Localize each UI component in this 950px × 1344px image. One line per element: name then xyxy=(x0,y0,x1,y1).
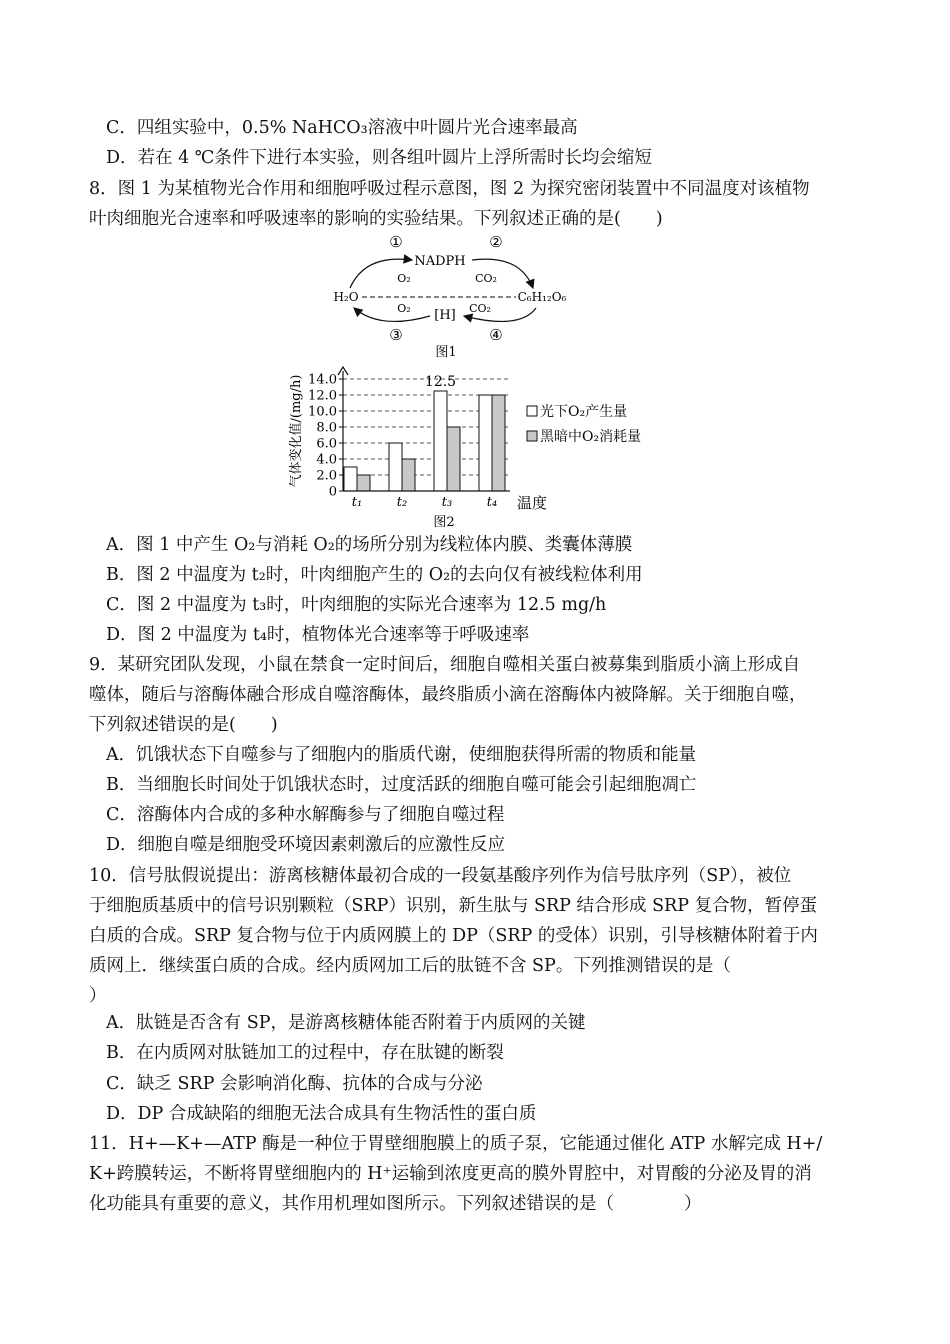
bar-value-label-t3: 12.5 xyxy=(424,374,457,390)
q9-option-b: B．当细胞长时间处于饥饿状态时，过度活跃的细胞自噬可能会引起细胞凋亡 xyxy=(106,775,697,795)
bar-light-o2-3 xyxy=(434,391,447,491)
x-tick-label: t₁ xyxy=(351,495,363,510)
y-tick-label: 4.0 xyxy=(316,452,337,468)
y-tick-label: 6.0 xyxy=(316,436,337,452)
o2-top-label: O₂ xyxy=(397,272,411,285)
h2o-label: H₂O xyxy=(333,290,359,304)
co2-top-label: CO₂ xyxy=(475,272,497,285)
bar-light-o2-4 xyxy=(479,395,492,491)
q10-option-a: A．肽链是否含有 SP，是游离核糖体能否附着于内质网的关键 xyxy=(106,1013,586,1033)
nadph-label: NADPH xyxy=(414,254,466,269)
q11-stem-line3: 化功能具有重要的意义，其作用机理如图所示。下列叙述错误的是（ ） xyxy=(89,1194,702,1214)
figure-1-caption: 图1 xyxy=(435,345,457,360)
bar-light-o2-2 xyxy=(389,443,402,491)
q10-stem-line1: 10．信号肽假说提出：游离核糖体最初合成的一段氨基酸序列作为信号肽序列（SP），被位 xyxy=(89,866,792,886)
bar-dark-o2-3 xyxy=(447,427,460,491)
legend-swatch xyxy=(527,431,537,441)
q8-stem-line2: 叶肉细胞光合速率和呼吸速率的影响的实验结果。下列叙述正确的是( ) xyxy=(89,209,663,229)
q10-option-c: C．缺乏 SRP 会影响消化酶、抗体的合成与分泌 xyxy=(106,1074,483,1094)
x-tick-label: t₂ xyxy=(396,495,408,510)
q9-option-d: D．细胞自噬是细胞受环境因素刺激后的应激性反应 xyxy=(106,835,506,855)
q11-stem-line2: K+跨膜转运，不断将胃壁细胞内的 H⁺运输到浓度更高的膜外胃腔中，对胃酸的分泌及胃的消 xyxy=(89,1164,812,1184)
bar-dark-o2-2 xyxy=(402,459,415,491)
q9-stem-line2: 噬体，随后与溶酶体融合形成自噬溶酶体，最终脂质小滴在溶酶体内被降解。关于细胞自噬， xyxy=(89,685,807,705)
y-tick-label: 0 xyxy=(328,484,337,500)
figure-2-caption: 图2 xyxy=(433,515,455,530)
bar-dark-o2-1 xyxy=(357,475,370,491)
q10-stem-line2: 于细胞质基质中的信号识别颗粒（SRP）识别，新生肽与 SRP 结合形成 SRP 复合物，暂停蛋 xyxy=(89,896,818,916)
q7-option-d: D．若在 4 ℃条件下进行本实验，则各组叶圆片上浮所需时长均会缩短 xyxy=(106,148,652,168)
h-label: [H] xyxy=(434,308,456,323)
o2-bottom-label: O₂ xyxy=(397,302,411,315)
q8-stem-line1: 8．图 1 为某植物光合作用和细胞呼吸过程示意图，图 2 为探究密闭装置中不同温度对该植物 xyxy=(89,179,810,199)
q9-stem-line3: 下列叙述错误的是( ) xyxy=(89,715,278,735)
figure-1-diagram xyxy=(320,232,590,362)
bar-dark-o2-4 xyxy=(492,395,505,491)
figure-2-bar-chart xyxy=(282,363,682,533)
x-tick-label: t₄ xyxy=(486,495,498,510)
q9-option-c: C．溶酶体内合成的多种水解酶参与了细胞自噬过程 xyxy=(106,805,505,825)
q10-stem-line4: 质网上．继续蛋白质的合成。经内质网加工后的肽链不含 SP。下列推测错误的是（ xyxy=(89,956,731,976)
bar-light-o2-1 xyxy=(344,467,357,491)
step-2-label: ② xyxy=(489,233,503,251)
legend-label: 光下O₂产生量 xyxy=(540,404,628,420)
q8-option-b: B．图 2 中温度为 t₂时，叶肉细胞产生的 O₂的去向仅有被线粒体利用 xyxy=(106,565,643,585)
arrow-3-path xyxy=(354,308,430,321)
q9-stem-line1: 9．某研究团队发现，小鼠在禁食一定时间后，细胞自噬相关蛋白被募集到脂质小滴上形成自 xyxy=(89,655,801,675)
x-tick-label: t₃ xyxy=(441,495,453,510)
step-3-label: ③ xyxy=(389,326,403,344)
y-tick-label: 10.0 xyxy=(308,404,337,420)
q8-option-a: A．图 1 中产生 O₂与消耗 O₂的场所分别为线粒体内膜、类囊体薄膜 xyxy=(106,535,633,555)
co2-bottom-label: CO₂ xyxy=(469,302,491,315)
y-axis-label: 气体变化值/(mg/h) xyxy=(289,374,304,488)
q10-stem-line3: 白质的合成。SRP 复合物与位于内质网膜上的 DP（SRP 的受体）识别，引导核糖体附着于内 xyxy=(89,926,818,946)
q7-option-c: C．四组实验中，0.5% NaHCO₃溶液中叶圆片光合速率最高 xyxy=(106,118,578,138)
y-tick-label: 14.0 xyxy=(308,372,337,388)
legend-label: 黑暗中O₂消耗量 xyxy=(540,429,642,445)
y-tick-label: 8.0 xyxy=(316,420,337,436)
y-tick-label: 12.0 xyxy=(308,388,337,404)
y-tick-label: 2.0 xyxy=(316,468,337,484)
legend-swatch xyxy=(527,406,537,416)
q9-option-a: A．饥饿状态下自噬参与了细胞内的脂质代谢，使细胞获得所需的物质和能量 xyxy=(106,745,697,765)
glucose-label: C₆H₁₂O₆ xyxy=(517,290,567,304)
q8-option-d: D．图 2 中温度为 t₄时，植物体光合速率等于呼吸速率 xyxy=(106,625,530,645)
q8-option-c: C．图 2 中温度为 t₃时，叶肉细胞的实际光合速率为 12.5 mg/h xyxy=(106,595,607,615)
x-axis-label: 温度 xyxy=(516,494,548,512)
step-1-label: ① xyxy=(389,233,403,251)
q10-stem-line5: ） xyxy=(89,986,107,1006)
q11-stem-line1: 11．H+—K+—ATP 酶是一种位于胃壁细胞膜上的质子泵，它能通过催化 ATP 水解完成 H+/ xyxy=(89,1134,823,1154)
q10-option-b: B．在内质网对肽链加工的过程中，存在肽键的断裂 xyxy=(106,1043,504,1063)
q10-option-d: D．DP 合成缺陷的细胞无法合成具有生物活性的蛋白质 xyxy=(106,1104,537,1124)
step-4-label: ④ xyxy=(489,326,503,344)
